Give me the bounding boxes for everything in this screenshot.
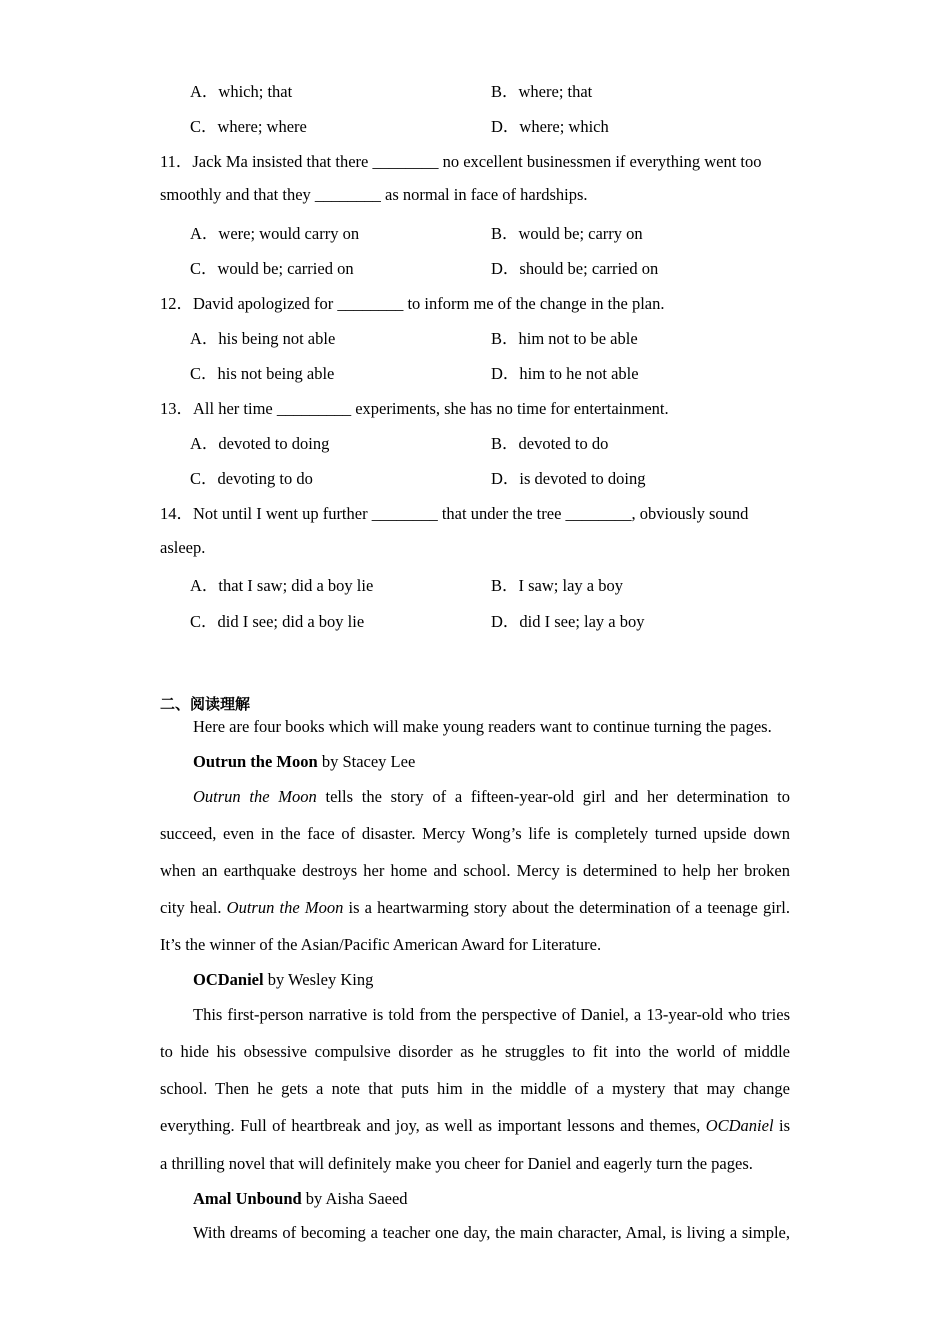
book2-text: is	[773, 1116, 790, 1135]
book3-title: Amal Unbound	[193, 1189, 302, 1208]
book1-title: Outrun the Moon	[193, 752, 318, 771]
book2-para-line4	[160, 1116, 790, 1136]
q11-option-d: D．should be; carried on	[491, 259, 659, 278]
q14-option-c: C．did I see; did a boy lie	[190, 612, 365, 631]
book2-para-line5: a thrilling novel that will definitely make you cheer for Daniel and eagerly turn the pages.	[160, 1154, 753, 1173]
book2-para-line3: school. Then he gets a note that puts him in the middle of a mystery that may change	[160, 1079, 790, 1098]
q10-option-c: C．where; where	[190, 117, 307, 136]
book3-heading	[193, 1189, 408, 1209]
book2-text: everything. Full of heartbreak and joy, as well as important lessons and themes,	[160, 1116, 706, 1135]
book1-para-line3: when an earthquake destroys her home and school. Mercy is determined to help her broken	[160, 861, 790, 880]
q13-option-c: C．devoting to do	[190, 469, 313, 488]
q13-option-b: B．devoted to do	[491, 434, 609, 453]
book2-author: by Wesley King	[263, 970, 374, 989]
q14-option-b: B．I saw; lay a boy	[491, 576, 623, 595]
q11-stem-line1: 11．Jack Ma insisted that there ________ no excellent businessmen if everything went too	[160, 152, 762, 171]
q13-option-a: A．devoted to doing	[190, 434, 330, 453]
book1-heading	[193, 752, 415, 772]
book2-heading	[193, 970, 373, 990]
q10-option-d: D．where; which	[491, 117, 609, 136]
q12-option-d: D．him to he not able	[491, 364, 639, 383]
book1-para-line1	[193, 787, 790, 807]
q12-option-c: C．his not being able	[190, 364, 335, 383]
q11-option-c: C．would be; carried on	[190, 259, 354, 278]
q13-stem: 13．All her time _________ experiments, she has no time for entertainment.	[160, 399, 669, 418]
book1-text: city heal.	[160, 898, 227, 917]
book1-para-line2: succeed, even in the face of disaster. Mercy Wong’s life is completely turned upside down	[160, 824, 790, 843]
book1-text: is a heartwarming story about the determination of a teenage girl.	[343, 898, 790, 917]
q12-option-a: A．his being not able	[190, 329, 336, 348]
q13-option-d: D．is devoted to doing	[491, 469, 646, 488]
book2-title-italic: OCDaniel	[705, 1116, 774, 1135]
q14-option-d: D．did I see; lay a boy	[491, 612, 645, 631]
book3-author: by Aisha Saeed	[301, 1189, 408, 1208]
book2-para-line2: to hide his obsessive compulsive disorder as he struggles to fit into the world of middle	[160, 1042, 790, 1061]
book2-title: OCDaniel	[193, 970, 264, 989]
book1-para-line4	[160, 898, 790, 918]
q10-option-b: B．where; that	[491, 82, 593, 101]
q14-stem-line1: 14．Not until I went up further ________ that under the tree ________, obviously sound	[160, 504, 749, 523]
book1-title-italic: Outrun the Moon	[226, 898, 344, 917]
q11-option-a: A．were; would carry on	[190, 224, 360, 243]
q10-option-a: A．which; that	[190, 82, 293, 101]
book1-para-line5: It’s the winner of the Asian/Pacific American Award for Literature.	[160, 935, 602, 954]
book1-text: tells the story of a fifteen-year-old girl and her determination to	[316, 787, 790, 806]
q14-stem-line2: asleep.	[160, 538, 206, 557]
reading-intro: Here are four books which will make young readers want to continue turning the pages.	[193, 717, 772, 736]
book3-para-line1: With dreams of becoming a teacher one day, the main character, Amal, is living a simple,	[193, 1223, 790, 1242]
book1-title-italic: Outrun the Moon	[193, 787, 317, 806]
section-title-reading: 二、阅读理解	[160, 695, 251, 713]
q11-option-b: B．would be; carry on	[491, 224, 643, 243]
q11-stem-line2: smoothly and that they ________ as normal in face of hardships.	[160, 185, 588, 204]
book2-para-line1: This first-person narrative is told from the perspective of Daniel, a 13-year-old who tries	[193, 1005, 790, 1024]
q12-option-b: B．him not to be able	[491, 329, 638, 348]
book1-author: by Stacey Lee	[317, 752, 416, 771]
q12-stem: 12．David apologized for ________ to inform me of the change in the plan.	[160, 294, 665, 313]
q14-option-a: A．that I saw; did a boy lie	[190, 576, 374, 595]
